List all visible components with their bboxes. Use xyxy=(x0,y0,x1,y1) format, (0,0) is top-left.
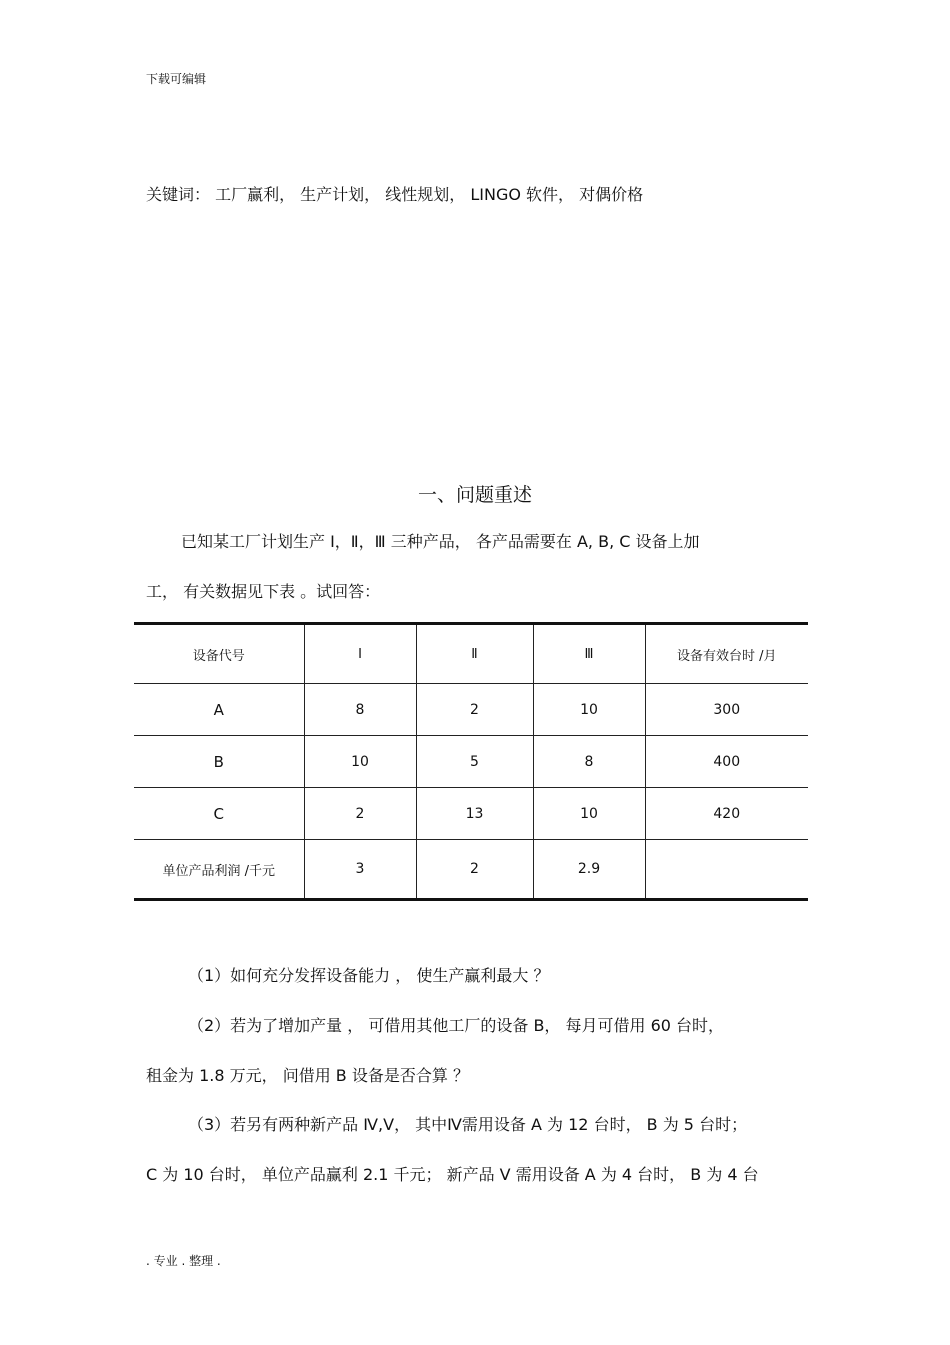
data-table xyxy=(134,622,808,901)
question-3-line-1: （3）若另有两种新产品 Ⅳ,Ⅴ， 其中Ⅳ需用设备 A 为 12 台时， B 为 5 台时； xyxy=(188,1115,748,1134)
table-cell: 420 xyxy=(645,788,808,840)
footer-note: . 专业 . 整理 . xyxy=(146,1254,221,1268)
table-header-cell: 设备有效台时 /月 xyxy=(645,624,808,684)
question-2-line-1: （2）若为了增加产量 ， 可借用其他工厂的设备 B， 每月可借用 60 台时， xyxy=(188,1016,725,1035)
table-cell: B xyxy=(134,736,304,788)
table-row xyxy=(134,788,808,840)
table-cell: 8 xyxy=(533,736,645,788)
table-cell: 5 xyxy=(416,736,533,788)
intro-paragraph-line-2: 工， 有关数据见下表 。试回答： xyxy=(146,582,381,601)
table-row xyxy=(134,736,808,788)
table-header-cell: Ⅱ xyxy=(416,624,533,684)
table-cell: 300 xyxy=(645,684,808,736)
header-note: 下载可编辑 xyxy=(146,72,207,86)
table-cell xyxy=(645,840,808,900)
table-cell: 10 xyxy=(533,788,645,840)
table-cell: 3 xyxy=(304,840,416,900)
table-header-cell: Ⅲ xyxy=(533,624,645,684)
table-cell: 2 xyxy=(304,788,416,840)
table-cell: 13 xyxy=(416,788,533,840)
section-title: 一、问题重述 xyxy=(417,484,532,506)
table-cell: 10 xyxy=(533,684,645,736)
intro-paragraph-line-1: 已知某工厂计划生产 Ⅰ，Ⅱ，Ⅲ 三种产品， 各产品需要在 A, B, C 设备上加 xyxy=(181,532,700,551)
table-cell: 单位产品利润 /千元 xyxy=(134,840,304,900)
table-cell: A xyxy=(134,684,304,736)
question-3-line-2: C 为 10 台时， 单位产品赢利 2.1 千元； 新产品 Ⅴ 需用设备 A 为 4 台时， B 为 4 台 xyxy=(146,1165,759,1184)
table-cell: 10 xyxy=(304,736,416,788)
table-cell: 400 xyxy=(645,736,808,788)
table-cell: C xyxy=(134,788,304,840)
table-cell: 2 xyxy=(416,840,533,900)
keywords-line: 关键词： 工厂赢利， 生产计划， 线性规划， LINGO 软件， 对偶价格 xyxy=(146,185,644,204)
table-cell: 2.9 xyxy=(533,840,645,900)
table-header-row xyxy=(134,624,808,684)
table-row xyxy=(134,840,808,900)
question-1: （1）如何充分发挥设备能力 ， 使生产赢利最大 ？ xyxy=(188,966,550,985)
table-cell: 2 xyxy=(416,684,533,736)
question-2-line-2: 租金为 1.8 万元， 问借用 B 设备是否合算 ？ xyxy=(146,1066,469,1085)
table-header-cell: 设备代号 xyxy=(134,624,304,684)
table-row xyxy=(134,684,808,736)
table-header-cell: Ⅰ xyxy=(304,624,416,684)
table-cell: 8 xyxy=(304,684,416,736)
